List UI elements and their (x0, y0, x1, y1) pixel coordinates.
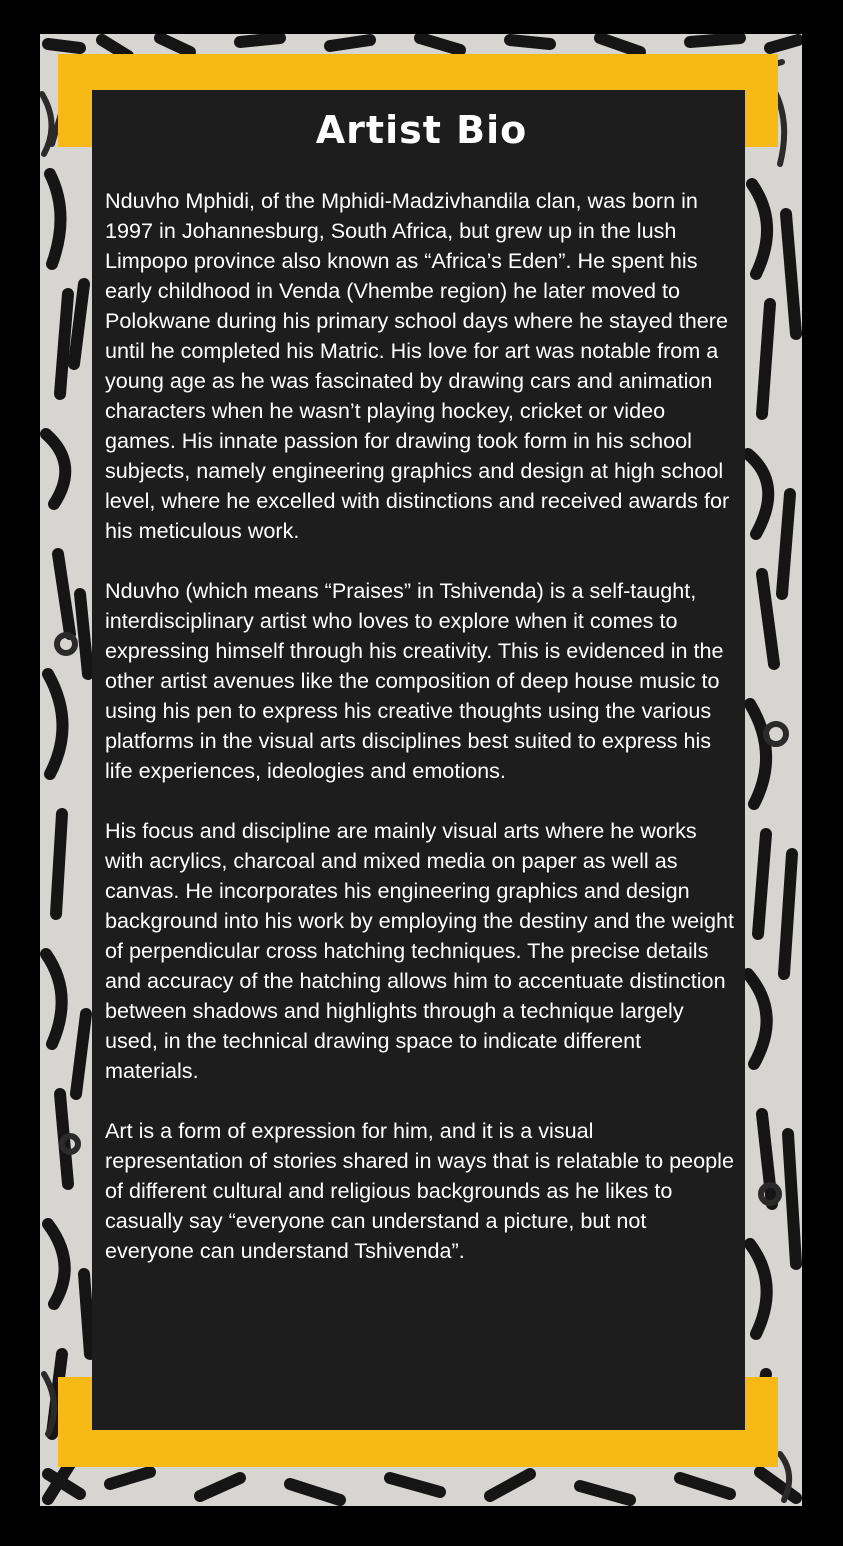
bio-paragraph: His focus and discipline are mainly visual arts where he works with acrylics, charcoal and mixed media on paper as well as canvas. He incorporates his engineering graphics and design background into his work by employing the destiny and the weight of perpendicular cross hatching techniques. The precise details and accuracy of the hatching allows him to accentuate distinction between shadows and highlights through a technique largely used, in the technical drawing space to indicate different materials. (105, 818, 734, 1083)
bio-text (105, 186, 735, 1266)
bio-paragraph: Art is a form of expression for him, and it is a visual representation of stories shared in ways that is relatable to people of different cultural and religious backgrounds as he likes to casually say “everyone can understand a picture, but not everyone can understand Tshivenda”. (105, 1118, 734, 1263)
bio-paragraph: Nduvho Mphidi, of the Mphidi-Madzivhandila clan, was born in 1997 in Johannesburg, South Africa, but grew up in the lush Limpopo province also known as “Africa’s Eden”. He spent his early childhood in Venda (Vhembe region) he later moved to Polokwane during his primary school days where he stayed there until he completed his Matric. His love for art was notable from a young age as he was fascinated by drawing cars and animation characters when he wasn’t playing hockey, cricket or video games. His innate passion for drawing took form in his school subjects, namely engineering graphics and design at high school level, where he excelled with distinctions and received awards for his meticulous work. (105, 188, 730, 543)
page-title: Artist Bio (315, 108, 528, 152)
bio-paragraph: Nduvho (which means “Praises” in Tshivenda) is a self-taught, interdisciplinary artist who loves to explore when it comes to expressing himself through his creativity. This is evidenced in the other artist avenues like the composition of deep house music to using his pen to express his creative thoughts using the various platforms in the visual arts disciplines best suited to express his life experiences, ideologies and emotions. (105, 578, 724, 783)
